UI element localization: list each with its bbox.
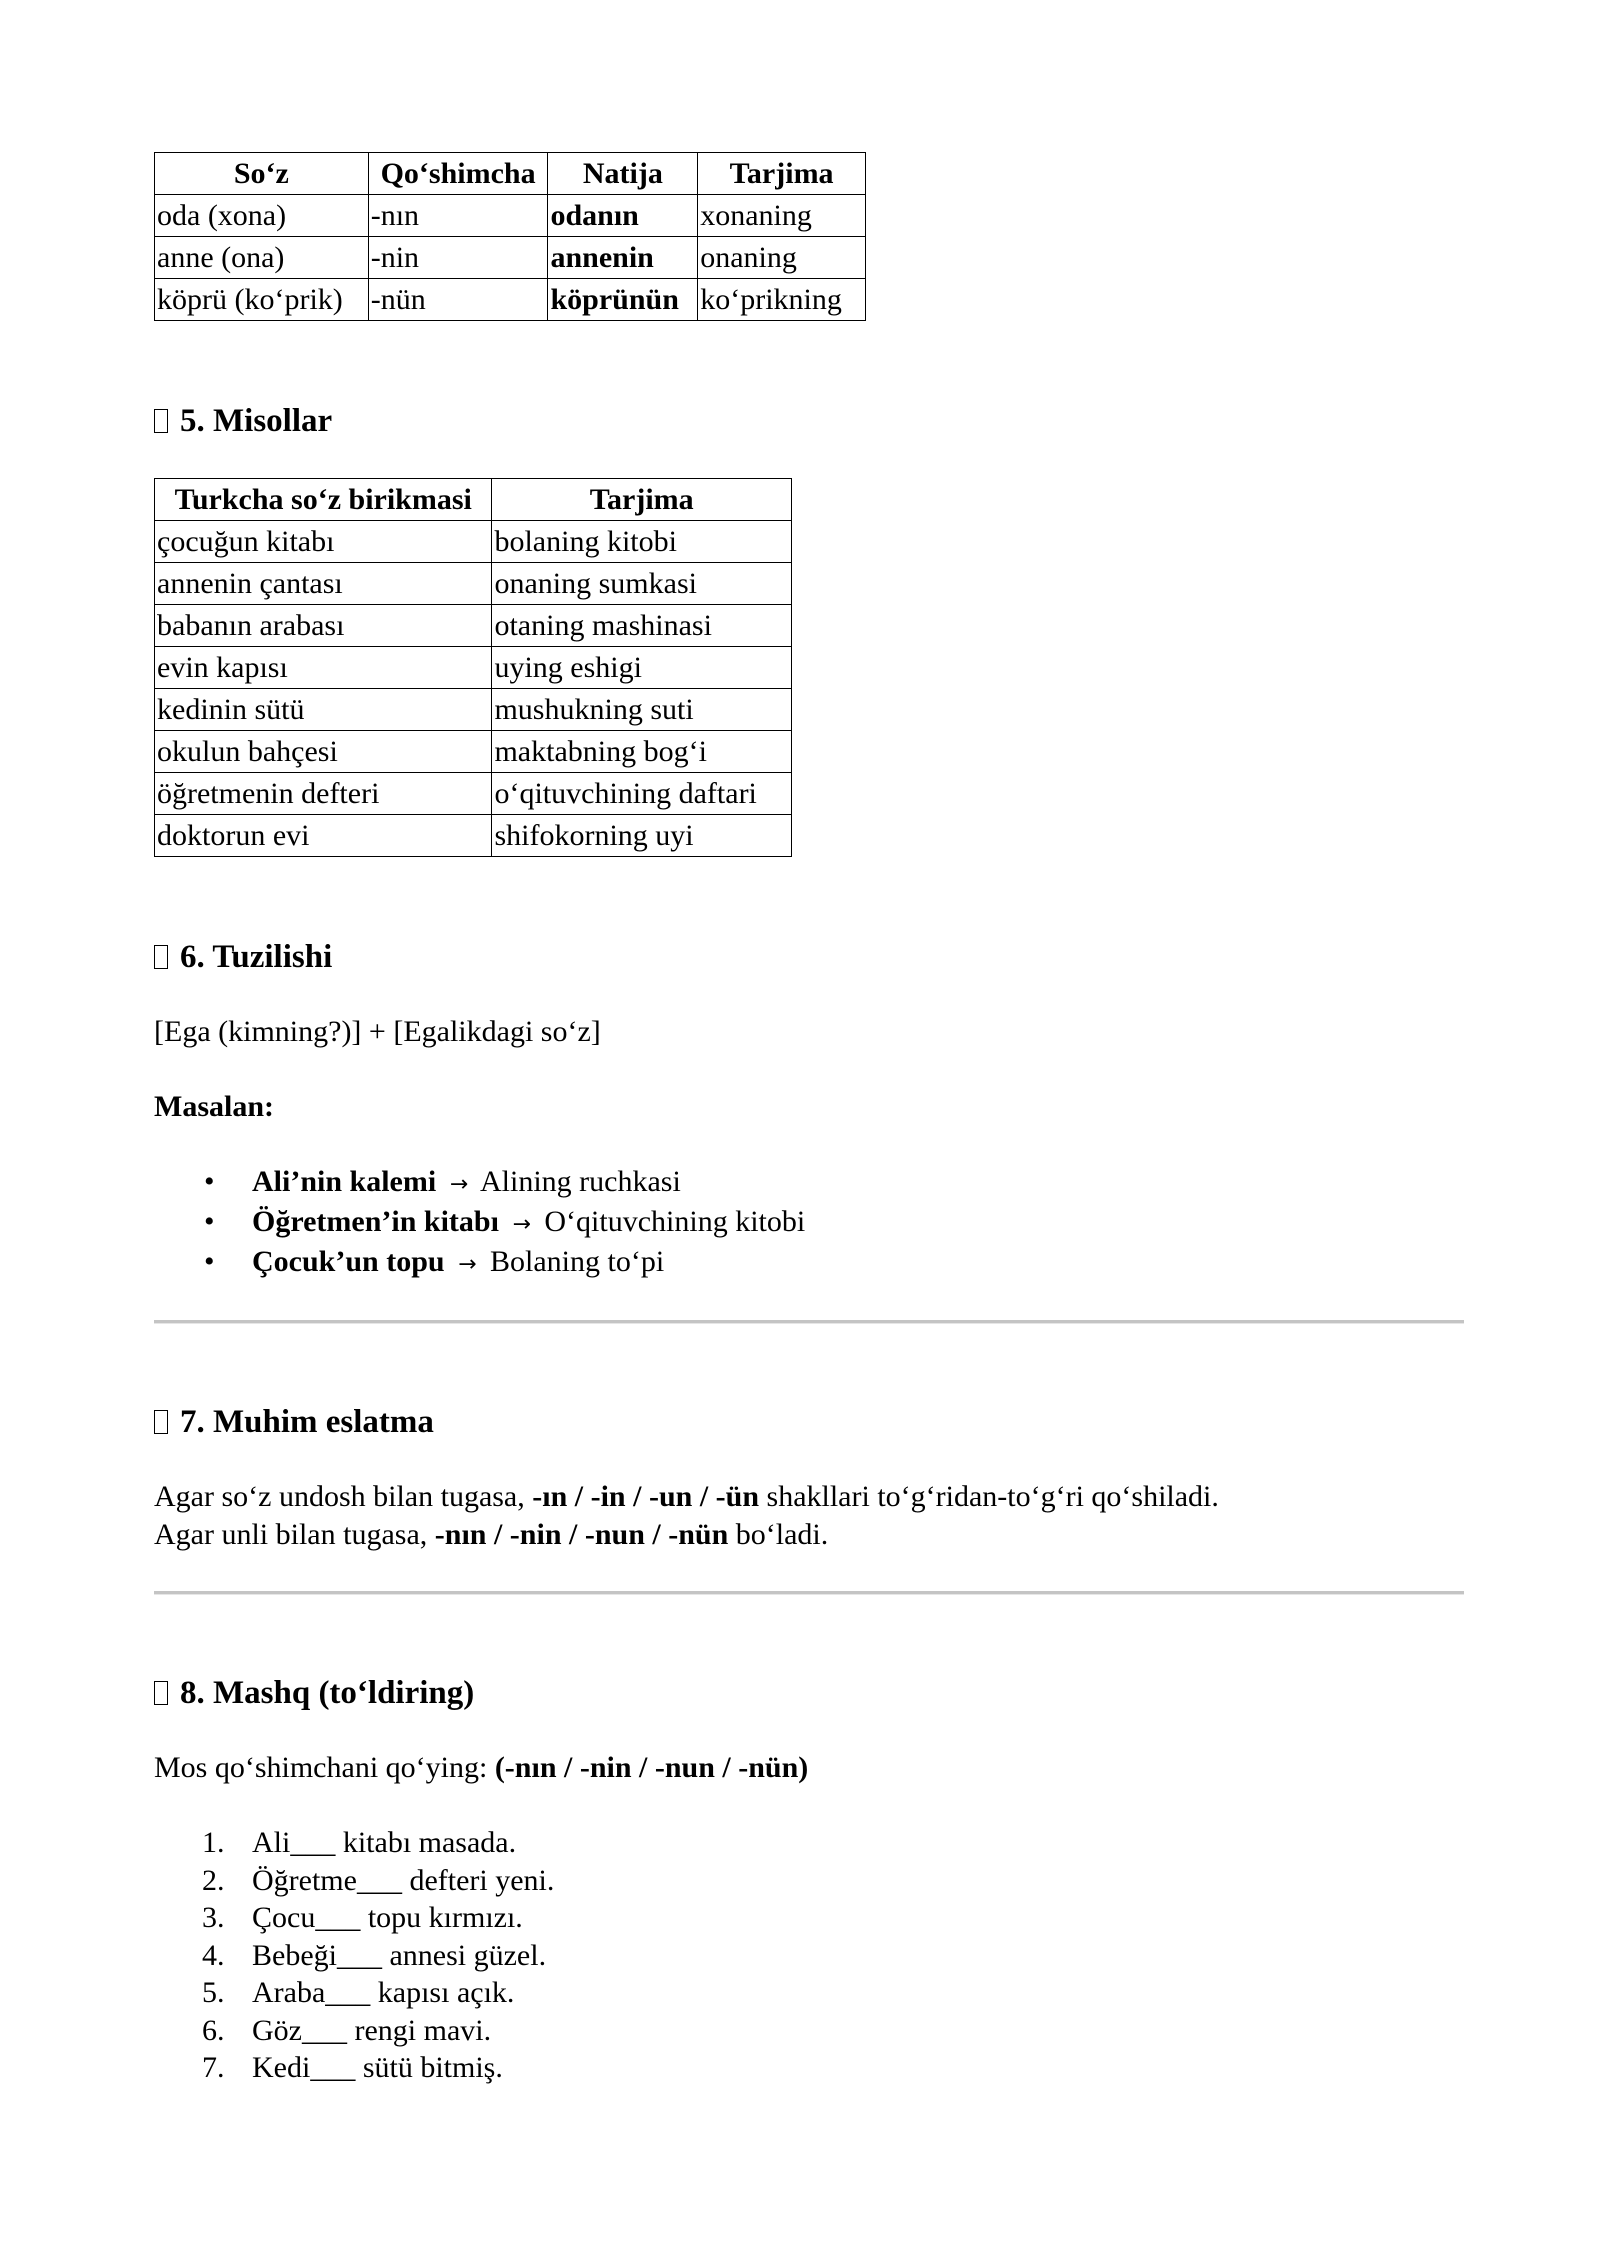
note-line-1	[154, 1478, 1464, 1516]
missing-glyph-icon	[154, 409, 168, 433]
suffix-options: (-nın / -nin / -nun / -nün)	[494, 1751, 809, 1784]
table-cell: otaning mashinasi	[492, 605, 792, 647]
item-number: 2.	[202, 1863, 225, 1897]
suffix-list: -ın / -in / -un / -ün	[532, 1480, 760, 1513]
item-text: Kedi___ sütü bitmiş.	[252, 2051, 503, 2084]
uzbek-translation: Alining ruchkasi	[480, 1165, 681, 1198]
section-8-title: 8. Mashq (to‘ldiring)	[180, 1675, 475, 1711]
note-text: Agar so‘z undosh bilan tugasa,	[154, 1480, 533, 1513]
table-cell: köprü (ko‘prik)	[155, 279, 369, 321]
list-item	[154, 1862, 1464, 1900]
section-6-heading	[154, 935, 1464, 979]
document-page	[154, 152, 1464, 2087]
arrow-right-icon: →	[512, 1212, 531, 1237]
item-number: 1.	[202, 1826, 225, 1859]
section-6-title: 6. Tuzilishi	[180, 939, 333, 975]
section-5-title: 5. Misollar	[180, 403, 333, 439]
turkish-phrase: Çocuk’un topu	[252, 1245, 445, 1278]
item-text: Göz___ rengi mavi.	[252, 2013, 492, 2047]
table-row	[155, 647, 792, 689]
table-header-cell: Tarjima	[492, 479, 792, 521]
table-row	[155, 521, 792, 563]
table-cell: -nın	[368, 195, 548, 237]
item-number: 7.	[202, 2051, 225, 2084]
table-cell: annenin çantası	[155, 563, 492, 605]
section-7-title: 7. Muhim eslatma	[180, 1404, 434, 1440]
table-header-cell: So‘z	[155, 153, 369, 195]
table-cell: mushukning suti	[492, 689, 792, 731]
table-row	[155, 773, 792, 815]
list-item	[154, 1163, 1464, 1203]
section-8-heading	[154, 1671, 1464, 1715]
table-cell: odanın	[548, 195, 698, 237]
table-cell: onaning	[698, 237, 866, 279]
table-cell: o‘qituvchining daftari	[492, 773, 792, 815]
section-5-heading	[154, 399, 1464, 443]
note-text: shakllari to‘g‘ridan-to‘g‘ri qo‘shiladi.	[759, 1480, 1219, 1513]
item-text: Çocu___ topu kırmızı.	[252, 1901, 523, 1934]
exercise-list	[154, 1824, 1464, 2087]
missing-glyph-icon	[154, 1410, 168, 1434]
table-header-cell: Turkcha so‘z birikmasi	[155, 479, 492, 521]
item-number: 6.	[202, 2013, 225, 2047]
list-item	[154, 2049, 1464, 2087]
uzbek-translation: O‘qituvchining kitobi	[544, 1205, 806, 1238]
note-text: bo‘ladi.	[728, 1518, 829, 1551]
table-cell: köprünün	[548, 279, 698, 321]
table-cell: öğretmenin defteri	[155, 773, 492, 815]
list-item	[154, 2012, 1464, 2050]
list-item	[154, 1937, 1464, 1975]
missing-glyph-icon	[154, 1681, 168, 1705]
turkish-phrase: Ali’nin kalemi	[252, 1165, 437, 1198]
table-row	[155, 605, 792, 647]
table-header-cell: Qo‘shimcha	[368, 153, 548, 195]
table-cell: -nin	[368, 237, 548, 279]
table-cell: okulun bahçesi	[155, 731, 492, 773]
horizontal-divider	[154, 1320, 1464, 1324]
table-row	[155, 563, 792, 605]
table-cell: bolaning kitobi	[492, 521, 792, 563]
note-text: Agar unli bilan tugasa,	[154, 1518, 435, 1551]
table-cell: babanın arabası	[155, 605, 492, 647]
table-row	[155, 689, 792, 731]
table-cell: uying eshigi	[492, 647, 792, 689]
table-cell: anne (ona)	[155, 237, 369, 279]
table-cell: shifokorning uyi	[492, 815, 792, 857]
turkish-phrase: Öğretmen’in kitabı	[252, 1205, 499, 1238]
table-cell: -nün	[368, 279, 548, 321]
table-header-row	[155, 153, 866, 195]
table-row	[155, 815, 792, 857]
arrow-right-icon: →	[449, 1172, 469, 1197]
missing-glyph-icon	[154, 945, 168, 969]
table-cell: kedinin sütü	[155, 689, 492, 731]
table-row	[155, 279, 866, 321]
table-cell: doktorun evi	[155, 815, 492, 857]
list-item	[154, 1203, 1464, 1243]
item-number: 4.	[202, 1938, 225, 1972]
suffix-table	[154, 152, 866, 321]
table-row	[155, 237, 866, 279]
structure-formula: [Ega (kimning?)] + [Egalikdagi so‘z]	[154, 1015, 601, 1048]
table-cell: maktabning bog‘i	[492, 731, 792, 773]
item-text: Bebeği___ annesi güzel.	[252, 1938, 547, 1972]
table-header-cell: Tarjima	[698, 153, 866, 195]
list-item	[154, 1243, 1464, 1283]
item-text: Ali___ kitabı masada.	[252, 1826, 517, 1859]
table-cell: onaning sumkasi	[492, 563, 792, 605]
table-cell: ko‘prikning	[698, 279, 866, 321]
item-number: 5.	[202, 1976, 225, 2009]
table-header-row	[155, 479, 792, 521]
instruction-text: Mos qo‘shimchani qo‘ying:	[154, 1751, 495, 1784]
list-item	[154, 1899, 1464, 1937]
item-text: Öğretme___ defteri yeni.	[252, 1863, 555, 1897]
example-list	[154, 1163, 1464, 1283]
table-cell: oda (xona)	[155, 195, 369, 237]
suffix-list: -nın / -nin / -nun / -nün	[434, 1518, 729, 1551]
table-cell: xonaning	[698, 195, 866, 237]
item-number: 3.	[202, 1901, 225, 1934]
examples-table	[154, 478, 792, 857]
exercise-instruction	[154, 1749, 1464, 1787]
section-7-heading	[154, 1400, 1464, 1444]
example-label: Masalan:	[154, 1090, 274, 1123]
table-row	[155, 731, 792, 773]
note-line-2	[154, 1516, 1464, 1554]
table-header-cell: Natija	[548, 153, 698, 195]
table-cell: evin kapısı	[155, 647, 492, 689]
table-row	[155, 195, 866, 237]
table-cell: çocuğun kitabı	[155, 521, 492, 563]
table-cell: annenin	[548, 237, 698, 279]
arrow-right-icon: →	[458, 1252, 477, 1277]
list-item	[154, 1824, 1464, 1862]
list-item	[154, 1974, 1464, 2012]
horizontal-divider	[154, 1591, 1464, 1595]
uzbek-translation: Bolaning to‘pi	[490, 1245, 665, 1278]
item-text: Araba___ kapısı açık.	[252, 1976, 515, 2009]
